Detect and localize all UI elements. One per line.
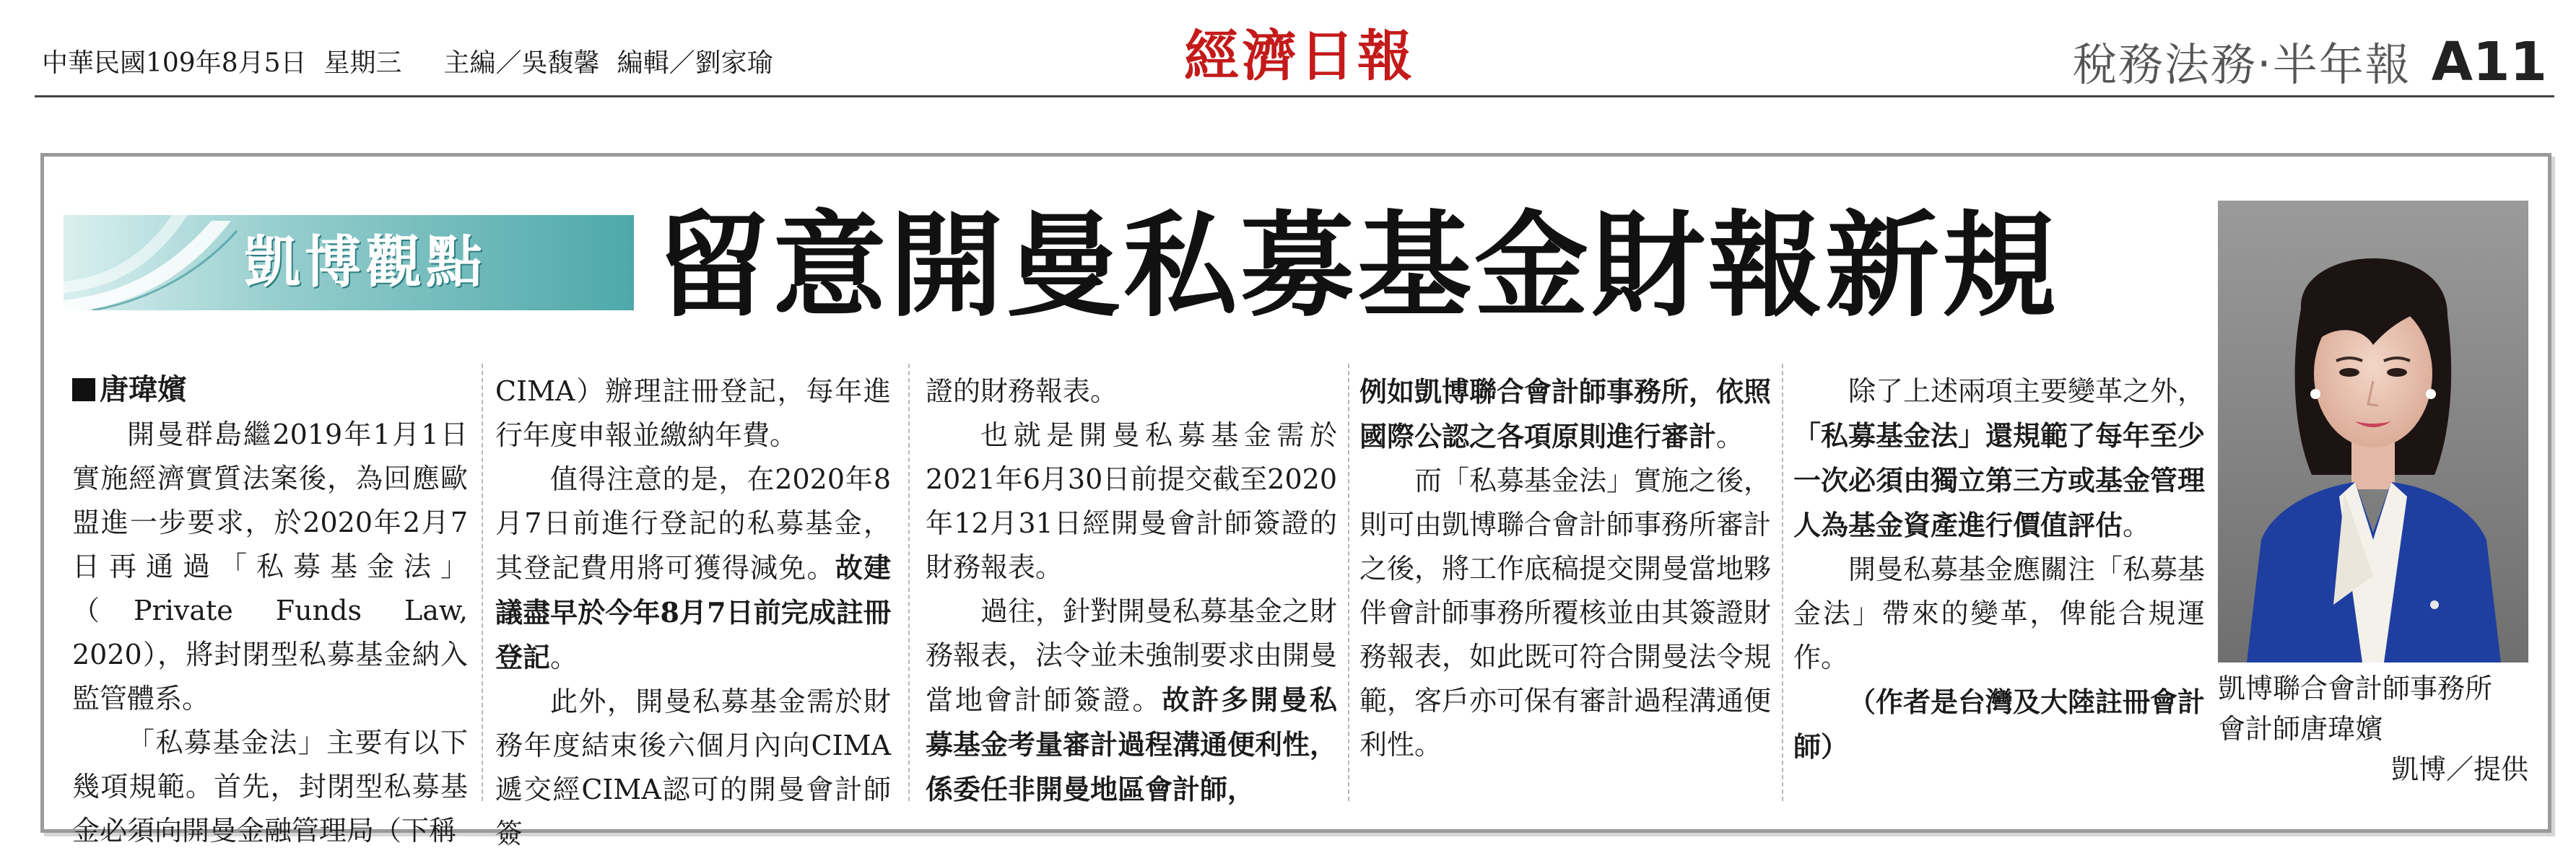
body-paragraph: CIMA）辦理註冊登記，每年進行年度申報並繳納年費。 (495, 375, 891, 451)
photo-caption (2218, 668, 2536, 749)
author-name: 唐瑋嬪 (100, 373, 186, 406)
section-name: 稅務法務‧半年報 (2072, 38, 2411, 91)
portrait-image (2218, 201, 2528, 662)
column-divider (1348, 364, 1349, 801)
body-column-5 (1793, 369, 2205, 769)
newspaper-logo: 經濟日報 (1184, 24, 1415, 88)
issue-date: 中華民國109年8月5日 (42, 48, 307, 78)
body-paragraph: 除了上述兩項主要變革之外，「私募基金法」還規範了每年至少一次必須由獨立第三方或基金管理人為基金資產進行價值評估。 (1793, 375, 2206, 541)
body-paragraph: 證的財務報表。 (926, 375, 1118, 407)
page-section-header (2072, 29, 2547, 93)
body-column-1 (72, 369, 468, 853)
column-divider (908, 364, 910, 801)
body-paragraph: 而「私募基金法」實施之後，則可由凱博聯合會計師事務所審計之後，將工作底稿提交開曼當地夥伴會計師事務所覆核並由其簽證財務報表，如此既可符合開曼法令規範，客戶亦可保有審計過程溝通便利性。 (1359, 465, 1772, 761)
article-headline: 留意開曼私募基金財報新規 (656, 200, 2059, 333)
photo-caption-line-2: 會計師唐瑋嬪 (2218, 713, 2383, 745)
author-photo (2218, 201, 2528, 662)
body-paragraph: （作者是台灣及大陸註冊會計師） (1793, 686, 2206, 763)
issue-weekday: 星期三 (323, 48, 402, 78)
page-number: A11 (2431, 31, 2547, 93)
column-divider (1782, 364, 1783, 801)
column-label: 凱博觀點 (244, 230, 487, 295)
body-paragraph: 此外，開曼私募基金需於財務年度結束後六個月內向CIMA遞交經CIMA認可的開曼會計師簽 (495, 686, 891, 849)
body-column-2 (495, 369, 891, 856)
masthead-info (42, 48, 791, 79)
header-rule (35, 95, 2554, 97)
chief-editor: 主編／吳馥馨 (443, 48, 600, 78)
editor: 編輯／劉家瑜 (617, 48, 773, 78)
body-column-4 (1359, 369, 1771, 767)
body-paragraph: 開曼群島繼2019年1月1日實施經濟實質法案後，為回應歐盟進一步要求，於2020年2月7日再通過「私募基金法」（Private Funds Law, 2020），將封閉型私募基金納入監管體系。 (72, 419, 468, 714)
body-column-3 (926, 369, 1337, 812)
body-paragraph: 值得注意的是，在2020年8月7日前進行登記的私募基金，其登記費用將可獲得減免。故建議盡早於今年8月7日前完成註冊登記。 (495, 463, 891, 673)
column-divider (482, 364, 483, 801)
column-1-text (72, 413, 468, 853)
photo-caption-line-1: 凱博聯合會計師事務所 (2218, 673, 2493, 704)
body-paragraph: 過往，針對開曼私募基金之財務報表，法令並未強制要求由開曼當地會計師簽證。故許多開曼私募基金考量審計過程溝通便利性，係委任非開曼地區會計師， (926, 595, 1338, 805)
author-byline (72, 369, 468, 410)
body-paragraph: 例如凱博聯合會計師事務所，依照國際公認之各項原則進行審計。 (1359, 375, 1772, 452)
byline-square-icon (72, 378, 95, 401)
photo-credit: 凱博／提供 (2390, 753, 2528, 785)
body-paragraph: 「私募基金法」主要有以下幾項規範。首先，封閉型私募基金必須向開曼金融管理局（下稱 (72, 727, 468, 847)
body-paragraph: 開曼私募基金應關注「私募基金法」帶來的變革，俾能合規運作。 (1793, 554, 2206, 673)
column-banner (64, 215, 634, 310)
body-paragraph: 也就是開曼私募基金需於2021年6月30日前提交截至2020年12月31日經開曼會計師簽證的財務報表。 (926, 419, 1337, 583)
